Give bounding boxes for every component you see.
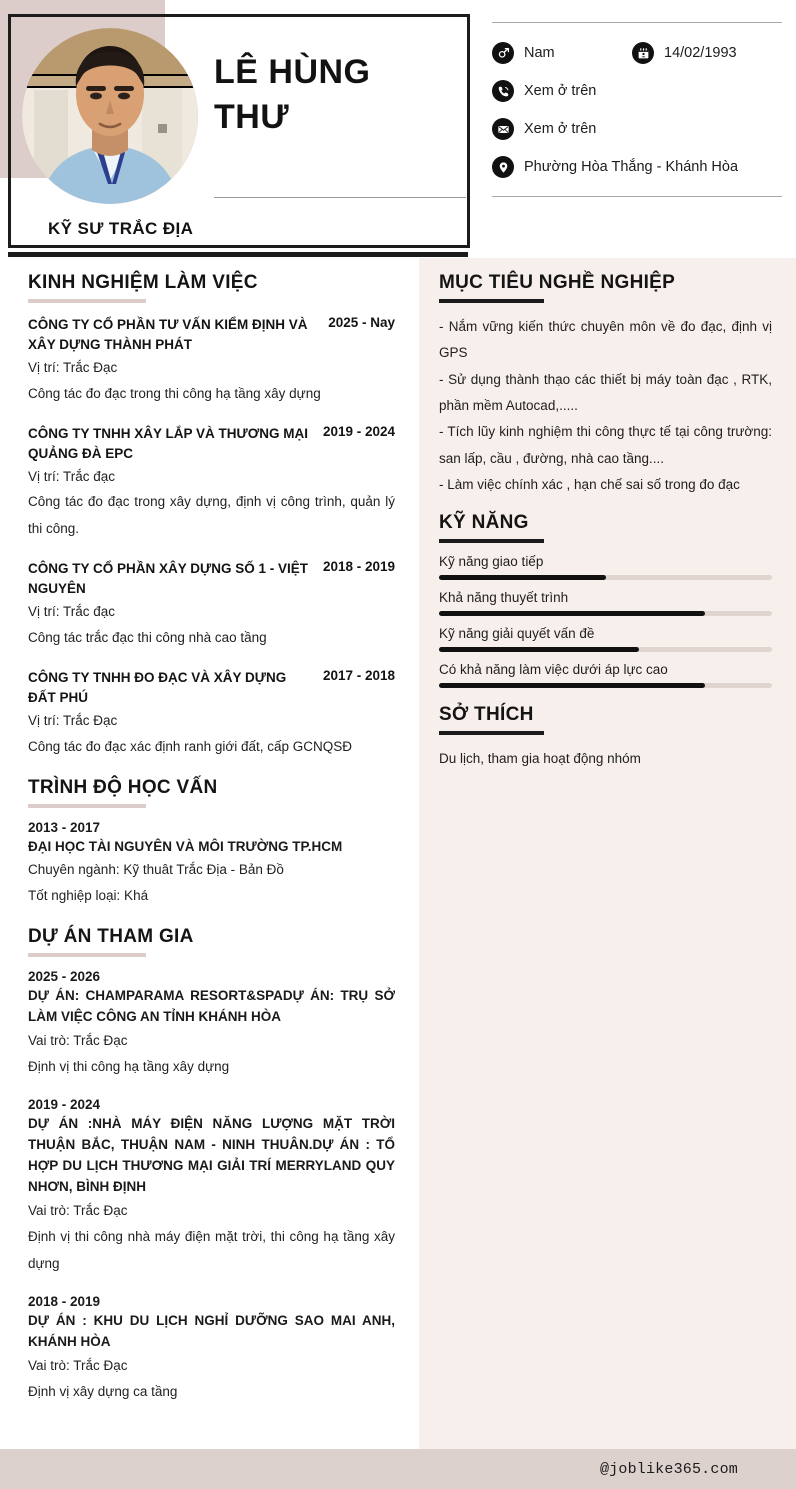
name-divider	[214, 197, 466, 198]
education-grade: Tốt nghiệp loại: Khá	[28, 888, 149, 904]
objective-line: - Nắm vững kiến thức chuyên môn về đo đạc, định vị GPS	[439, 319, 772, 361]
experience-heading-underline	[28, 299, 146, 303]
gender-value: Nam	[524, 45, 555, 61]
gender-icon	[492, 42, 514, 64]
right-column	[419, 258, 796, 1489]
project-title: DỰ ÁN :NHÀ MÁY ĐIỆN NĂNG LƯỢNG MẶT TRỜI THUẬN BẮC, THUẬN NAM - NINH THUÂN.DỰ ÁN : TỔ HỢP DU LỊCH THƯƠNG MẠI GIẢI TRÍ MERRYLAND QUY NHƠN, BÌNH ĐỊNH	[28, 1116, 395, 1194]
project-years: 2019 - 2024	[28, 1097, 101, 1113]
phone-icon	[492, 80, 514, 102]
skill-item	[439, 626, 772, 652]
skill-name: Kỹ năng giao tiếp	[439, 554, 544, 570]
contact-info	[492, 22, 782, 197]
skill-item	[439, 662, 772, 688]
project-description: Định vị thi công hạ tầng xây dựng	[28, 1058, 230, 1074]
section-hobbies	[439, 704, 772, 772]
project-role: Vai trò: Trắc Đạc	[28, 1202, 128, 1218]
objective-heading: MỤC TIÊU NGHỀ NGHIỆP	[439, 272, 676, 293]
project-item	[28, 1294, 395, 1405]
experience-years: 2025 - Nay	[328, 315, 395, 330]
hobbies-heading: SỞ THÍCH	[439, 704, 534, 726]
portrait-photo-icon	[22, 28, 198, 204]
email-value: Xem ở trên	[524, 121, 597, 137]
skill-name: Có khả năng làm việc dưới áp lực cao	[439, 662, 668, 678]
section-experience	[28, 272, 395, 760]
education-years: 2013 - 2017	[28, 819, 101, 835]
contacts-bottom-divider	[492, 196, 782, 197]
project-description: Định vị thi công nhà máy điện mặt trời, thi công hạ tầng xây dựng	[28, 1229, 395, 1271]
skills-heading-underline	[439, 539, 544, 543]
skill-bar-fill	[439, 611, 705, 616]
experience-years: 2018 - 2019	[322, 559, 395, 575]
contact-address	[492, 156, 738, 178]
project-item	[28, 1097, 395, 1277]
experience-description: Công tác đo đạc trong thi công hạ tầng xây dựng	[28, 385, 321, 401]
skill-name: Kỹ năng giải quyết vấn đề	[439, 626, 595, 642]
experience-org: CÔNG TY TNHH ĐO ĐẠC VÀ XÂY DỰNG ĐẤT PHÚ	[28, 669, 287, 705]
project-title: DỰ ÁN: CHAMPARAMA RESORT&SPADỰ ÁN: TRỤ SỞ LÀM VIỆC CÔNG AN TỈNH KHÁNH HÒA	[28, 987, 395, 1024]
location-pin-icon	[492, 156, 514, 178]
skill-item	[439, 554, 772, 580]
objective-line: - Làm việc chính xác , hạn chế sai số trong đo đạc	[439, 476, 740, 492]
envelope-icon	[492, 118, 514, 140]
contact-row-gender-birthday	[492, 34, 782, 72]
phone-value: Xem ở trên	[524, 83, 597, 99]
cv-header	[0, 0, 796, 258]
job-title: KỸ SƯ TRẮC ĐỊA	[48, 219, 194, 238]
experience-heading: KINH NGHIỆM LÀM VIỆC	[28, 272, 258, 293]
left-column	[0, 258, 419, 1489]
name-line-2: THƯ	[214, 97, 290, 136]
project-years: 2025 - 2026	[28, 968, 101, 984]
project-description: Định vị xây dựng ca tầng	[28, 1384, 178, 1399]
section-skills	[439, 512, 772, 688]
education-heading: TRÌNH ĐỘ HỌC VẤN	[28, 776, 218, 798]
experience-position: Vị trí: Trắc Đạc	[28, 712, 118, 728]
experience-item	[28, 668, 395, 760]
education-heading-underline	[28, 804, 146, 808]
project-title: DỰ ÁN : KHU DU LỊCH NGHỈ DƯỠNG SAO MAI ANH, KHÁNH HÒA	[28, 1312, 395, 1349]
projects-heading: DỰ ÁN THAM GIA	[28, 925, 194, 947]
name-line-1: LÊ HÙNG	[214, 53, 371, 91]
experience-item	[28, 315, 395, 407]
skill-bar-fill	[439, 683, 705, 688]
experience-org: CÔNG TY CỔ PHẦN TƯ VẤN KIỂM ĐỊNH VÀ XÂY DỰNG THÀNH PHÁT	[28, 317, 308, 352]
experience-position: Vị trí: Trắc đạc	[28, 604, 116, 620]
project-years: 2018 - 2019	[28, 1293, 101, 1309]
experience-years: 2017 - 2018	[322, 667, 395, 683]
skill-bar-fill	[439, 575, 606, 580]
project-item	[28, 969, 395, 1080]
contact-gender	[492, 42, 632, 64]
avatar	[22, 28, 198, 204]
header-bottom-bar	[8, 252, 468, 257]
projects-heading-underline	[28, 953, 146, 957]
contact-row-address	[492, 148, 782, 186]
objective-heading-underline	[439, 299, 544, 303]
skill-name: Khả năng thuyết trình	[439, 590, 569, 606]
contact-row-email	[492, 110, 782, 148]
right-panel-tail	[419, 1421, 796, 1449]
education-school: ĐẠI HỌC TÀI NGUYÊN VÀ MÔI TRƯỜNG TP.HCM	[28, 838, 343, 854]
experience-position: Vị trí: Trắc Đạc	[28, 359, 118, 375]
skill-bar-fill	[439, 647, 639, 652]
hobbies-heading-underline	[439, 731, 544, 735]
contact-phone	[492, 80, 596, 102]
skill-bar-track	[439, 575, 772, 580]
experience-description: Công tác đo đạc xác định ranh giới đất, cấp GCNQSĐ	[28, 738, 353, 754]
objective-line: - Tích lũy kinh nghiệm thi công thực tế tại công trường: san lấp, cầu , đường, nhà cao tầng....	[439, 424, 772, 466]
watermark: @joblike365.com	[599, 1460, 738, 1478]
hobbies-text: Du lịch, tham gia hoạt động nhóm	[439, 751, 641, 767]
section-education	[28, 777, 395, 910]
experience-org: CÔNG TY TNHH XÂY LẮP VÀ THƯƠNG MẠI QUẢNG ĐÀ EPC	[28, 425, 308, 461]
skill-item	[439, 590, 772, 616]
project-role: Vai trò: Trắc Đạc	[28, 1357, 128, 1373]
skill-bar-track	[439, 611, 772, 616]
full-name	[214, 50, 460, 140]
experience-item	[28, 424, 395, 542]
experience-description: Công tác đo đạc trong xây dựng, định vị công trình, quản lý thi công.	[28, 494, 395, 536]
experience-years: 2019 - 2024	[322, 423, 395, 439]
cv-body	[0, 258, 796, 1489]
address-value: Phường Hòa Thắng - Khánh Hòa	[524, 159, 739, 175]
birthday-value: 14/02/1993	[664, 45, 737, 61]
experience-org: CÔNG TY CỔ PHẦN XÂY DỰNG SỐ 1 - VIỆT NGUYÊN	[28, 561, 308, 597]
skill-bar-track	[439, 683, 772, 688]
contact-email	[492, 118, 596, 140]
contact-birthday	[632, 42, 737, 64]
skill-bar-track	[439, 647, 772, 652]
birthday-calendar-icon	[632, 42, 654, 64]
objective-line: - Sử dụng thành thạo các thiết bị máy toàn đạc , RTK, phần mềm Autocad,.....	[439, 371, 772, 413]
section-objective	[439, 272, 772, 498]
experience-description: Công tác trắc đạc thi công nhà cao tầng	[28, 629, 267, 645]
skills-heading: KỸ NĂNG	[439, 512, 529, 534]
experience-position: Vị trí: Trắc đạc	[28, 468, 116, 484]
footer-bar	[0, 1449, 796, 1489]
education-major: Chuyên ngành: Kỹ thuât Trắc Địa - Bản Đồ	[28, 862, 284, 878]
experience-item	[28, 559, 395, 651]
project-role: Vai trò: Trắc Đạc	[28, 1032, 128, 1048]
section-projects	[28, 926, 395, 1406]
contact-row-phone	[492, 72, 782, 110]
